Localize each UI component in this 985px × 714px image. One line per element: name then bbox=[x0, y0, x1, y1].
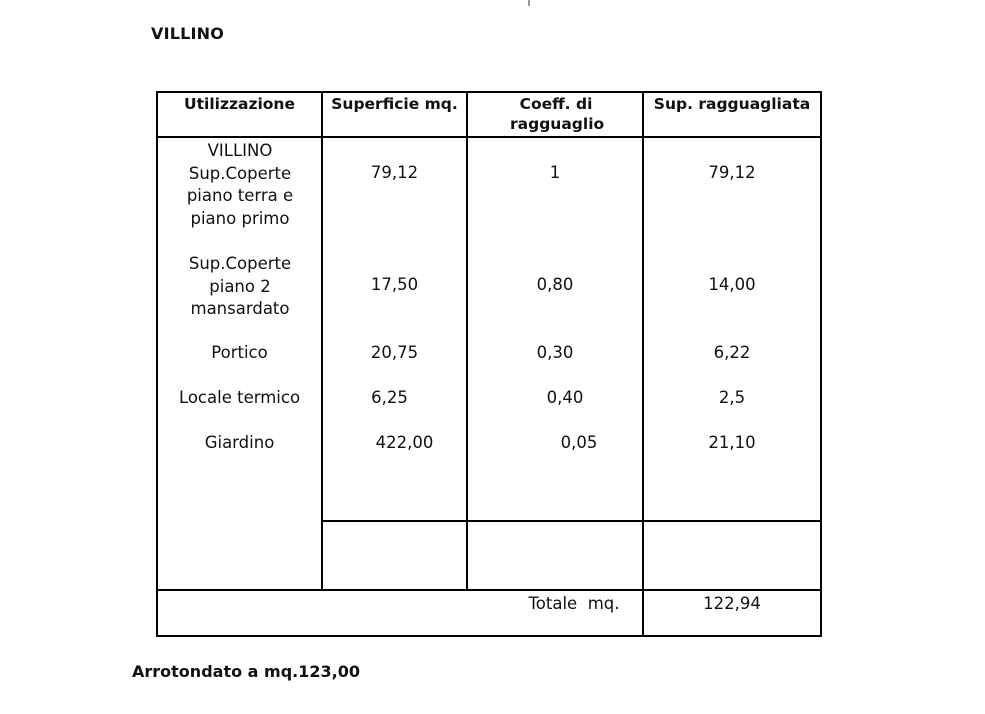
row-coeff: 0,40 bbox=[546, 388, 584, 407]
row-coeff: 0,30 bbox=[536, 343, 574, 362]
blank-row-divider bbox=[321, 520, 820, 522]
row-surface: 17,50 bbox=[370, 275, 419, 294]
total-label: Totale mq. bbox=[528, 594, 620, 613]
document-heading: VILLINO bbox=[151, 24, 225, 43]
row-surface: 6,25 bbox=[371, 388, 408, 407]
row-coeff: 0,05 bbox=[560, 433, 598, 452]
row-surface: 79,12 bbox=[370, 163, 419, 182]
row-surface: 422,00 bbox=[375, 433, 434, 452]
header-divider bbox=[158, 136, 820, 138]
row-label: Sup.Coperte piano 2 mansardato bbox=[188, 254, 292, 318]
header-coefficiente: Coeff. di ragguaglio bbox=[510, 95, 605, 133]
header-sup-ragguagliata: Sup. ragguagliata bbox=[653, 95, 811, 113]
row-adjusted: 79,12 bbox=[708, 163, 756, 182]
row-adjusted: 21,10 bbox=[708, 433, 756, 452]
rounded-total-note: Arrotondato a mq.123,00 bbox=[132, 662, 360, 681]
row-label: VILLINO Sup.Coperte piano terra e piano primo bbox=[186, 141, 294, 228]
total-row-divider bbox=[158, 589, 820, 591]
header-utilizzazione: Utilizzazione bbox=[184, 95, 295, 113]
scan-mark bbox=[528, 0, 530, 6]
row-adjusted: 6,22 bbox=[713, 343, 751, 362]
row-coeff: 1 bbox=[549, 163, 561, 182]
header-superficie: Superficie mq. bbox=[331, 95, 458, 113]
row-coeff: 0,80 bbox=[536, 275, 574, 294]
row-label: Giardino bbox=[204, 433, 275, 452]
total-value: 122,94 bbox=[703, 594, 761, 613]
row-adjusted: 14,00 bbox=[708, 275, 756, 294]
row-surface: 20,75 bbox=[370, 343, 419, 362]
row-label: Portico bbox=[211, 343, 268, 362]
row-adjusted: 2,5 bbox=[718, 388, 746, 407]
row-label: Locale termico bbox=[178, 388, 301, 407]
